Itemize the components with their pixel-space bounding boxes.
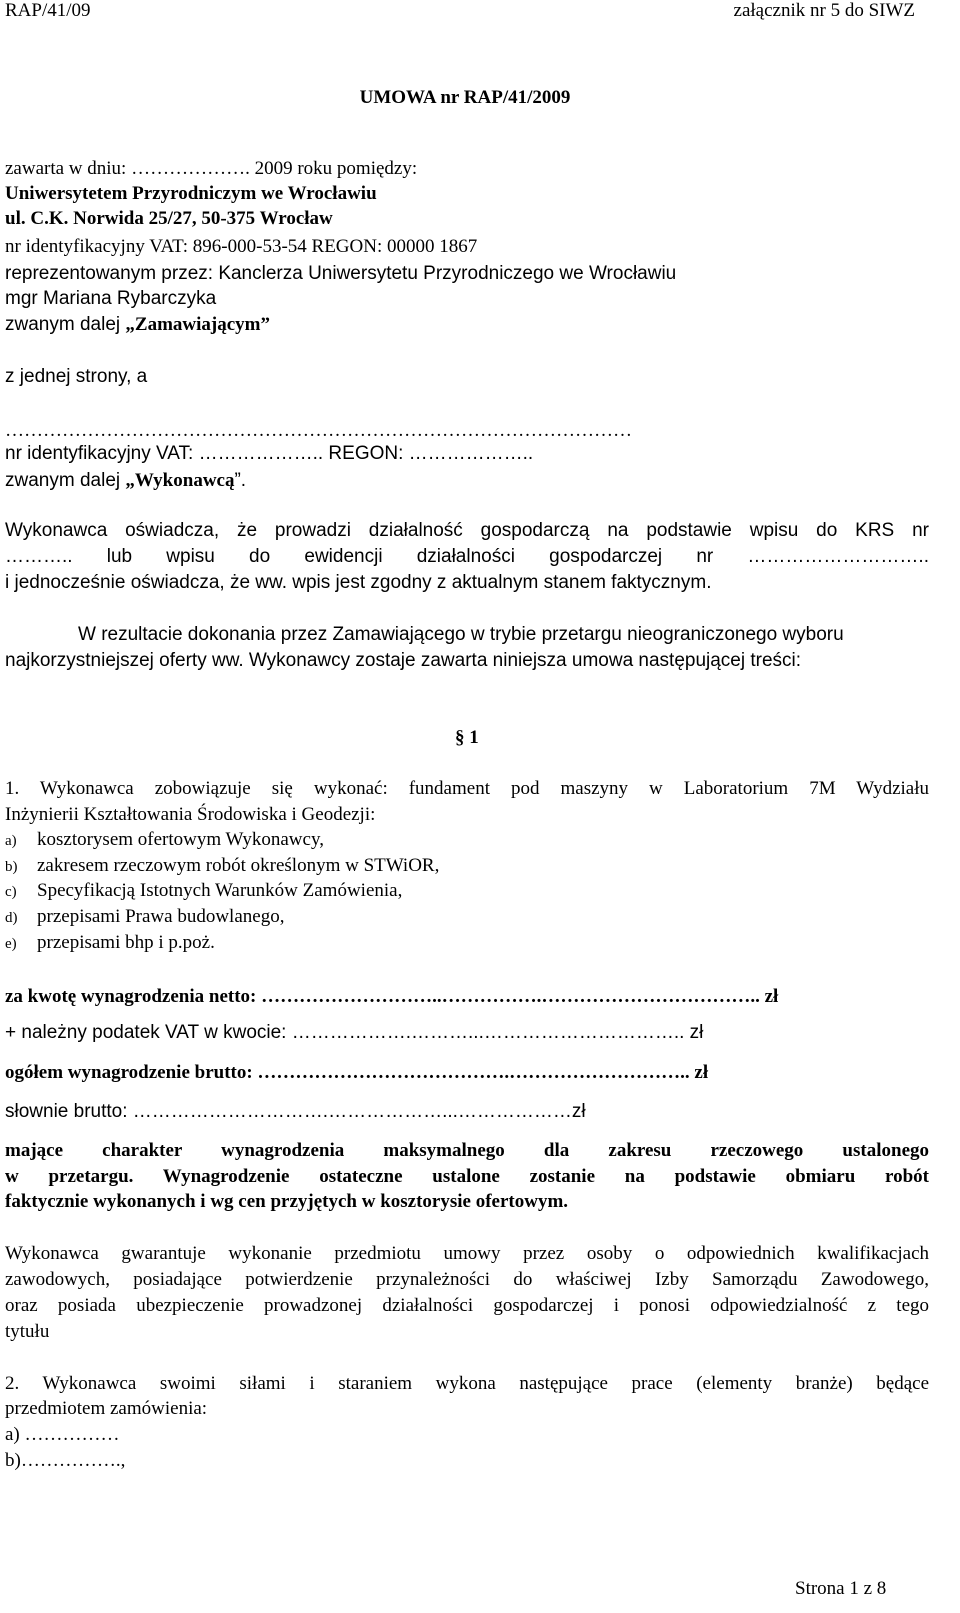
guarantee-line-3: oraz posiada ubezpieczenie prowadzonej działalności gospodarczej i ponosi odpowiedzialność z tego [5,1295,929,1316]
item-text: przepisami Prawa budowlanego, [37,906,285,927]
header-reference: RAP/41/09 [5,0,91,21]
clause1-line-2: Inżynierii Kształtowania Środowiska i Geodezji: [5,804,376,825]
zamawiajacy-term: „Zamawiającym” [125,314,270,335]
clause2-item-a: a) …………… [5,1424,120,1445]
contractor-vat-line: nr identyfikacyjny VAT: ……………….. REGON: ……………….. [5,443,534,464]
contractor-term-prefix: zwanym dalej [5,470,126,491]
guarantee-line-1: Wykonawca gwarantuje wykonanie przedmiotu umowy przez osoby o odpowiednich kwalifikacjach [5,1243,929,1264]
page-number: Strona 1 z 8 [795,1578,887,1599]
contractor-dots: ……………………………………………………………………………………… [5,420,632,441]
clause1-item-d [5,906,284,929]
clause2-line-2: przedmiotem zamówienia: [5,1398,208,1419]
amount-netto-line [5,986,778,1008]
item-label: d) [5,910,18,926]
amount-words-line: słownie brutto: ………………………….………………...………………zł [5,1101,586,1122]
amount-brutto-line: ogółem wynagrodzenie brutto: ………………………………….……………………….. zł [5,1062,709,1083]
section-heading: § 1 [455,727,479,748]
guarantee-line-4: tytułu [5,1321,50,1342]
item-text: przepisami bhp i p.poż. [37,932,215,953]
bold-note-line-2: w przetargu. Wynagrodzenie ostateczne ustalone zostanie na podstawie obmiaru robót [5,1166,929,1187]
parties-line-8: z jednej strony, a [5,366,148,387]
item-text: Specyfikacją Istotnych Warunków Zamówienia, [37,880,403,901]
statement-line-2: ……….. lub wpisu do ewidencji działalności gospodarczej nr ……………………….. [5,546,929,567]
clause1-line-1: 1. Wykonawca zobowiązuje się wykonać: fundament pod maszyny w Laboratorium 7M Wydziału [5,778,929,799]
item-text: kosztorysem ofertowym Wykonawcy, [37,829,324,850]
intro-line-2: najkorzystniejszej oferty ww. Wykonawcy zostaje zawarta niniejsza umowa następującej treści: [5,650,802,671]
contractor-term-suffix: ”. [234,470,247,491]
amount-netto-label: za kwotę wynagrodzenia netto [5,986,251,1007]
clause2-line-1: 2. Wykonawca swoimi siłami i staraniem wykona następujące prace (elementy branże) będące [5,1373,929,1394]
clause1-item-c [5,880,402,903]
item-label: a) [5,833,17,849]
parties-line-3: ul. C.K. Norwida 25/27, 50-375 Wrocław [5,208,333,229]
contractor-term-line [5,470,246,492]
item-label: b) [5,859,18,875]
amount-netto-blank: : ………………………..…………….…………………………….. zł [250,986,779,1007]
parties-line-2: Uniwersytetem Przyrodniczym we Wrocławiu [5,183,377,204]
intro-line-1: W rezultacie dokonania przez Zamawiającego w trybie przetargu nieograniczonego wyboru [78,624,844,645]
bold-note-line-1: mające charakter wynagrodzenia maksymalnego dla zakresu rzeczowego ustalonego [5,1140,929,1161]
document-title: UMOWA nr RAP/41/2009 [359,87,571,108]
item-text: zakresem rzeczowym robót określonym w STWiOR, [37,855,440,876]
parties-line-4: nr identyfikacyjny VAT: 896-000-53-54 REGON: 00000 1867 [5,236,478,257]
parties-line-1: zawarta w dniu: ………………. 2009 roku pomiędzy: [5,158,418,179]
amount-vat-line: + należny podatek VAT w kwocie: ……………….………...………………………….. zł [5,1022,704,1043]
clause1-item-a [5,829,324,852]
parties-line-6: mgr Mariana Rybarczyka [5,288,217,309]
clause1-item-b [5,855,439,878]
parties-line-5: reprezentowanym przez: Kanclerza Uniwersytetu Przyrodniczego we Wrocławiu [5,263,677,284]
clause1-item-e [5,932,215,955]
item-label: e) [5,936,17,952]
item-label: c) [5,884,17,900]
clause2-item-b: b)……………., [5,1450,126,1471]
guarantee-line-2: zawodowych, posiadające potwierdzenie przynależności do właściwej Izby Samorządu Zawodowego, [5,1269,929,1290]
wykonawca-term: „Wykonawcą [125,470,235,491]
bold-note-line-3: faktycznie wykonanych i wg cen przyjętych w kosztorysie ofertowym. [5,1191,569,1212]
header-attachment: załącznik nr 5 do SIWZ [733,0,915,21]
parties-line-7 [5,314,270,336]
statement-line-3: i jednocześnie oświadcza, że ww. wpis jest zgodny z aktualnym stanem faktycznym. [5,572,712,593]
parties-line-7-prefix: zwanym dalej [5,314,126,335]
statement-line-1: Wykonawca oświadcza, że prowadzi działalność gospodarczą na podstawie wpisu do KRS nr [5,520,929,541]
